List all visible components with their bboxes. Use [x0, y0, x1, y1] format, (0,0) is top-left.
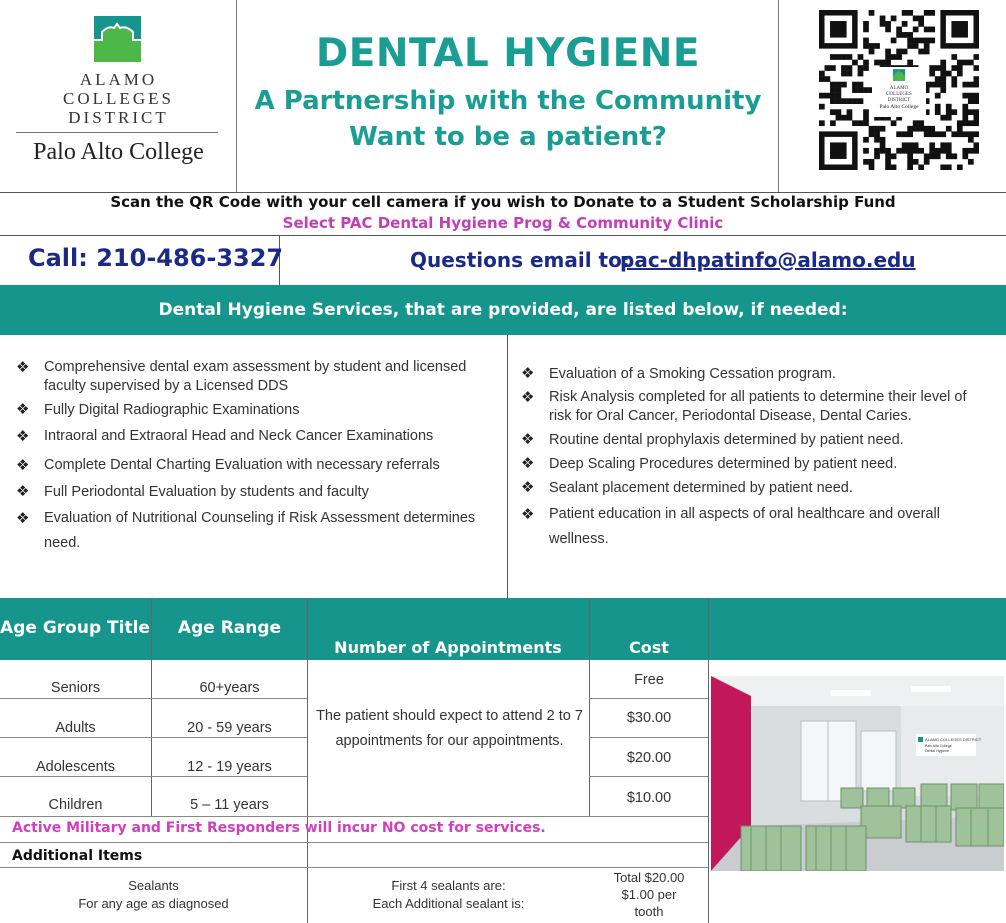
divider: [589, 776, 708, 777]
column-header-appointments: Number of Appointments: [334, 638, 562, 657]
sealants-description: [308, 877, 589, 913]
table-cell-cost: $20.00: [626, 750, 672, 766]
list-item: ❖ Deep Scaling Procedures determined by patient need.: [521, 455, 898, 472]
table-cell-range: 5 – 11 years: [190, 797, 269, 813]
divider: [0, 235, 1006, 236]
diamond-bullet-icon: ❖: [16, 401, 30, 418]
diamond-bullet-icon: ❖: [16, 359, 30, 376]
table-cell-range: 12 - 19 years: [187, 759, 272, 775]
waiting-room-image: [711, 676, 1004, 871]
sealants-cost-total: Total $20.00: [613, 870, 685, 885]
divider: [589, 698, 708, 699]
scan-selection-note: Select PAC Dental Hygiene Prog & Community Clinic: [282, 214, 724, 232]
qr-code-panel: [778, 0, 1006, 192]
page-subtitle-question: Want to be a patient?: [349, 122, 667, 152]
divider: [0, 842, 708, 843]
table-cell-group: Adults: [55, 720, 96, 736]
logo-text-district: DISTRICT: [68, 108, 169, 127]
photo-sign-line1: ALAMO COLLEGES DISTRICT: [925, 737, 982, 742]
column-header-age-range: Age Range: [177, 618, 282, 638]
qr-logo-line3: DISTRICT: [887, 98, 911, 103]
divider: [589, 598, 590, 816]
sealants-title: Sealants: [128, 878, 179, 893]
qr-logo-icon: [893, 69, 905, 81]
diamond-bullet-icon: ❖: [521, 389, 535, 406]
diamond-bullet-icon: ❖: [521, 455, 535, 472]
qr-logo-line2: COLLEGES: [886, 92, 912, 97]
diamond-bullet-icon: ❖: [16, 483, 30, 500]
qr-logo-college: Palo Alto College: [879, 104, 919, 110]
appointments-description: The patient should expect to attend 2 to 7 appointments for our appointments.: [316, 708, 583, 749]
services-list-left: [16, 358, 496, 560]
list-item: ❖ Fully Digital Radiographic Examinations: [16, 401, 300, 418]
column-header-cost: Cost: [629, 638, 669, 657]
table-cell-range: 60+years: [199, 680, 260, 696]
sealants-cost: [590, 869, 708, 920]
table-cell-cost: $10.00: [626, 790, 672, 806]
page-subtitle: A Partnership with the Community: [254, 86, 762, 116]
list-item: ❖ Comprehensive dental exam assessment by student and licensed faculty supervised by a Licensed DDS: [16, 359, 467, 394]
services-list-right: [521, 364, 991, 556]
table-cell-group: Children: [48, 797, 103, 813]
table-cell-cost: Free: [634, 672, 664, 688]
qr-logo-line1: ALAMO: [889, 86, 909, 91]
sealants-first-four: First 4 sealants are:: [391, 878, 506, 893]
page-title: DENTAL HYGIENE: [315, 31, 701, 76]
list-item: ❖ Patient education in all aspects of oral healthcare and overall wellness.: [521, 502, 991, 552]
list-item: ❖ Full Periodontal Evaluation by students and faculty: [16, 483, 369, 500]
services-column-divider: [507, 335, 508, 598]
divider: [0, 776, 307, 777]
divider: [589, 737, 708, 738]
list-item: ❖ Intraoral and Extraoral Head and Neck Cancer Examinations: [16, 424, 496, 449]
divider: [0, 698, 307, 699]
diamond-bullet-icon: ❖: [521, 506, 535, 523]
military-note: Active Military and First Responders will incur NO cost for services.: [12, 820, 546, 836]
photo-sign-line3: Dental Hygiene: [925, 749, 949, 753]
table-cell-range: 20 - 59 years: [187, 720, 272, 736]
table-cell-group: Adolescents: [36, 759, 115, 775]
diamond-bullet-icon: ❖: [16, 428, 30, 445]
list-item: ❖ Complete Dental Charting Evaluation with necessary referrals: [16, 453, 496, 478]
clinic-waiting-room-photo: [711, 676, 1004, 871]
diamond-bullet-icon: ❖: [16, 510, 30, 527]
list-item: ❖ Evaluation of a Smoking Cessation program.: [521, 365, 836, 382]
list-item: ❖ Sealant placement determined by patient need.: [521, 479, 853, 496]
logo-divider: [16, 132, 218, 133]
email-label: Questions email to:: [410, 248, 630, 272]
divider: [708, 598, 709, 923]
email-link[interactable]: pac-dhpatinfo@alamo.edu: [620, 248, 916, 272]
sealants-cost-unit: tooth: [634, 904, 664, 919]
scan-instructions: Scan the QR Code with your cell camera if you wish to Donate to a Student Scholarship Fund: [110, 193, 896, 211]
logo-text-alamo: ALAMO: [79, 70, 158, 89]
diamond-bullet-icon: ❖: [521, 479, 535, 496]
diamond-bullet-icon: ❖: [521, 431, 535, 448]
services-heading: Dental Hygiene Services, that are provided, are listed below, if needed:: [158, 300, 848, 320]
additional-items-title: Additional Items: [12, 848, 143, 864]
divider: [0, 816, 708, 817]
diamond-bullet-icon: ❖: [521, 365, 535, 382]
sealants-subtitle: For any age as diagnosed: [78, 896, 229, 911]
logo-college-name: Palo Alto College: [33, 139, 204, 165]
photo-sign-line2: Palo Alto College: [925, 744, 952, 748]
logo-text-colleges: COLLEGES: [63, 89, 174, 108]
sealants-additional: Each Additional sealant is:: [372, 896, 525, 911]
sealants-cost-per: $1.00 per: [621, 887, 677, 902]
table-cell-group: Seniors: [50, 680, 101, 696]
divider: [0, 737, 307, 738]
sealants-label: [0, 877, 307, 913]
divider: [0, 867, 708, 868]
mission-logo-icon: [94, 16, 141, 62]
list-item: ❖ Routine dental prophylaxis determined by patient need.: [521, 431, 904, 448]
diamond-bullet-icon: ❖: [16, 457, 30, 474]
column-header-age-group: Age Group Title: [0, 618, 150, 638]
qr-center-logo: [872, 67, 926, 117]
table-cell-cost: $30.00: [626, 710, 672, 726]
list-item: ❖ Risk Analysis completed for all patients to determine their level of risk for Oral Cancer, Periodontal Disease, Dental Caries.: [521, 389, 967, 424]
list-item: ❖ Evaluation of Nutritional Counseling if Risk Assessment determines need.: [16, 506, 496, 556]
phone-number[interactable]: Call: 210-486-3327: [28, 244, 284, 272]
